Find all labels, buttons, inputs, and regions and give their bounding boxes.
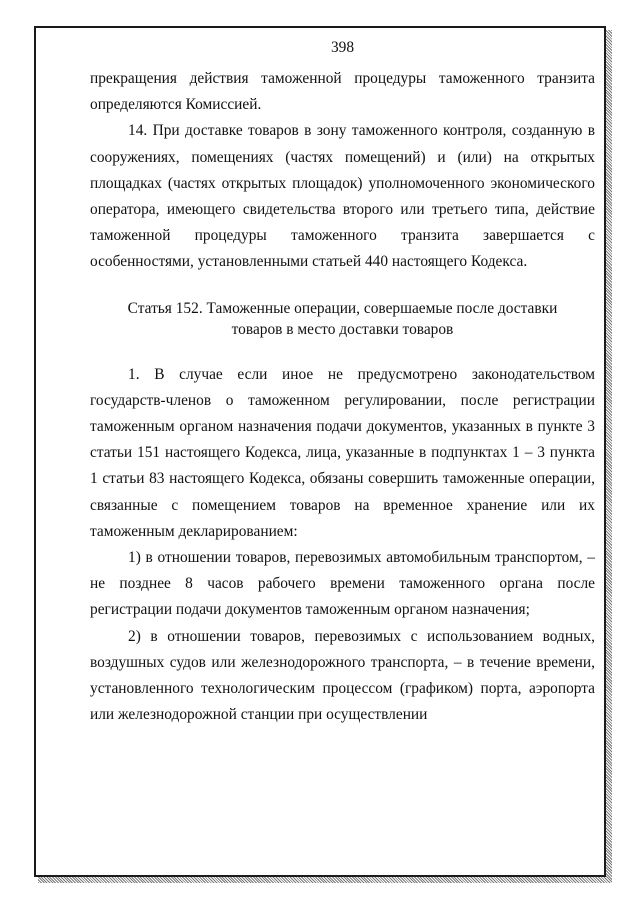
page-number: 398 [330,39,355,56]
paragraph-subitem-2: 2) в отношении товаров, перевозимых с использованием водных, воздушных судов или железнодорожного транспорта, – в течение времени, установленного технологическим процессом (графиком) порта, аэропорта или железнодорожной станции при осуществлении [90,627,595,724]
paragraph-subitem-1: 1) в отношении товаров, перевозимых автомобильным транспортом, – не позднее 8 часов рабочего времени таможенного органа после регистрации подачи документов таможенным органом назначения; [90,549,595,619]
document-body [90,38,595,728]
article-heading-line-1: Статья 152. Таможенные операции, совершаемые после доставки [127,299,558,317]
paragraph-item-1: 1. В случае если иное не предусмотрено законодательством государств-членов о таможенном регулировании, после регистрации таможенным органом назначения подачи документов, указанных в пункте 3 статьи 151 настоящего Кодекса, лица, указанные в подпунктах 1 – 3 пункта 1 статьи 83 настоящего Кодекса, обязаны совершить таможенные операции, связанные с помещением товаров на временное хранение или их таможенным декларированием: [90,365,595,540]
paragraph-continuation: прекращения действия таможенной процедуры таможенного транзита определяются Комиссией. [90,70,595,114]
article-heading [90,298,595,340]
article-heading-line-2: товаров в место доставки товаров [231,320,454,338]
paragraph-item-14: 14. При доставке товаров в зону таможенного контроля, созданную в сооружениях, помещениях (частях помещений) и (или) на открытых площадках (частях открытых площадок) уполномоченного экономического оператора, имеющего свидетельства второго или третьего типа, действие таможенной процедуры таможенного транзита завершается с особенностями, установленными статьей 440 настоящего Кодекса. [90,122,595,271]
